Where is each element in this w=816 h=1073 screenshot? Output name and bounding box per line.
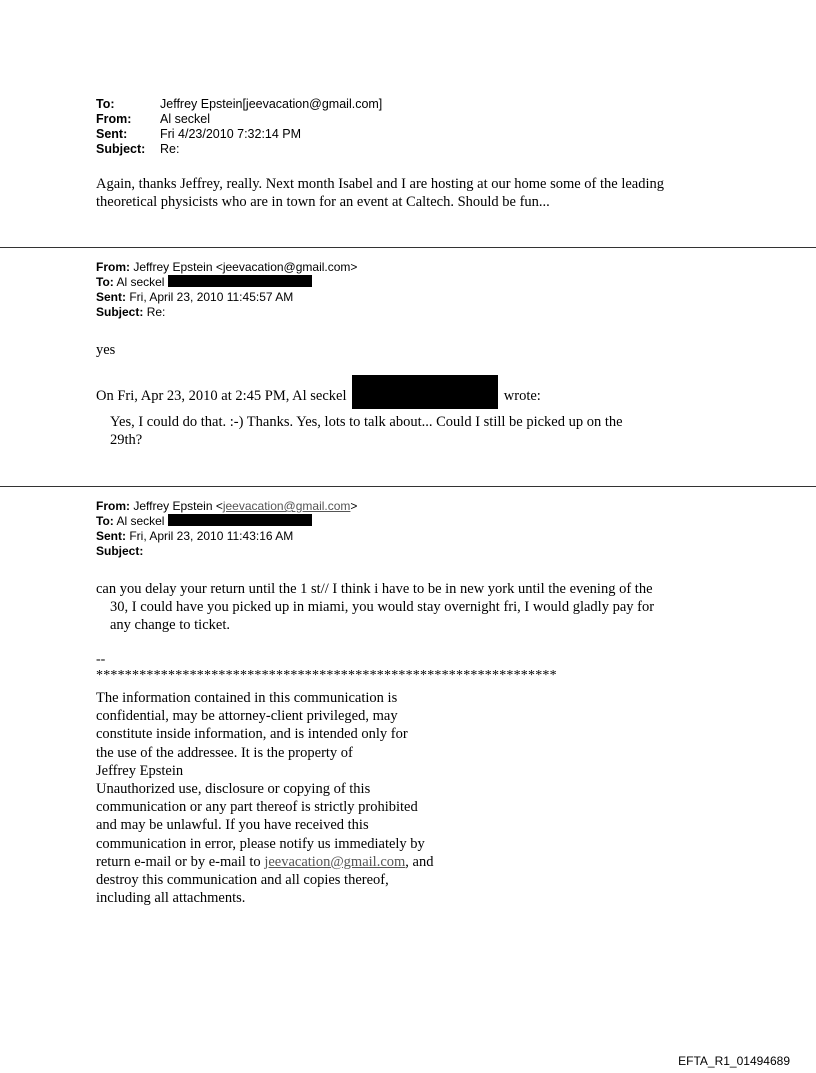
to-label: To:: [96, 514, 114, 528]
to-value: Al seckel: [116, 275, 165, 289]
quote-header: [96, 375, 541, 409]
disclaimer-line: and may be unlawful. If you have received this: [96, 817, 369, 834]
email-link[interactable]: jeevacation@gmail.com: [264, 853, 406, 870]
redaction-bar: [168, 275, 312, 287]
from-value: Al seckel: [160, 112, 211, 126]
disclaimer-line: communication in error, please notify us immediately by: [96, 835, 425, 852]
body-line: any change to ticket.: [110, 617, 230, 633]
divider: [0, 486, 816, 487]
subject-label: Subject:: [96, 305, 144, 319]
sent-label: Sent:: [96, 127, 128, 141]
disclaimer-line: confidential, may be attorney-client privileged, may: [96, 708, 398, 725]
to-value: Al seckel: [116, 514, 165, 528]
to-value: Jeffrey Epstein[jeevacation@gmail.com]: [160, 97, 383, 111]
disclaimer-text: return e-mail or by e-mail to: [96, 853, 265, 870]
quote-header-text: On Fri, Apr 23, 2010 at 2:45 PM, Al seckel: [96, 388, 347, 404]
disclaimer: [96, 689, 433, 907]
sig-stars: ****************************************************************: [96, 668, 557, 683]
from-label: From:: [96, 499, 130, 513]
redaction-bar: [168, 514, 312, 526]
email1-header: [96, 97, 382, 157]
body-line: 30, I could have you picked up in miami, you would stay overnight fri, I would gladly pay for: [110, 599, 655, 615]
quote-line: 29th?: [110, 432, 143, 448]
disclaimer-line: Unauthorized use, disclosure or copying of this: [96, 781, 371, 798]
disclaimer-line: Jeffrey Epstein: [96, 762, 184, 779]
sent-label: Sent:: [96, 290, 126, 304]
quote-line: Yes, I could do that. :-) Thanks. Yes, lots to talk about... Could I still be picked up on the: [110, 414, 623, 430]
disclaimer-lines: [96, 689, 433, 853]
email1-body: [96, 175, 664, 211]
from-label: From:: [96, 260, 130, 274]
from-label: From:: [96, 112, 132, 126]
subject-value: Re:: [160, 142, 180, 156]
to-label: To:: [96, 97, 115, 111]
sent-value: Fri 4/23/2010 7:32:14 PM: [160, 127, 302, 141]
sent-label: Sent:: [96, 529, 126, 543]
signature-separator: [96, 652, 557, 684]
quote-header-wrote: wrote:: [503, 388, 541, 404]
quoted-message: [110, 413, 623, 449]
from-prefix: Jeffrey Epstein <: [133, 499, 223, 513]
disclaimer-line: destroy this communication and all copies thereof,: [96, 872, 389, 889]
body-line: Again, thanks Jeffrey, really. Next month Isabel and I are hosting at our home some of the leading: [96, 176, 665, 192]
subject-label: Subject:: [96, 142, 146, 156]
sent-value: Fri, April 23, 2010 11:43:16 AM: [129, 529, 294, 543]
email2-header: [96, 260, 357, 320]
email-link[interactable]: jeevacation@gmail.com: [222, 499, 351, 513]
from-suffix: >: [350, 499, 358, 513]
disclaimer-line: constitute inside information, and is intended only for: [96, 726, 408, 743]
document-id: EFTA_R1_01494689: [678, 1054, 790, 1068]
to-label: To:: [96, 275, 114, 289]
disclaimer-text: , and: [405, 853, 434, 870]
from-value: Jeffrey Epstein <jeevacation@gmail.com>: [133, 260, 358, 274]
disclaimer-line: [96, 853, 433, 871]
divider: [0, 247, 816, 248]
email3-body: [96, 580, 654, 634]
disclaimer-line: communication or any part thereof is strictly prohibited: [96, 799, 418, 816]
sent-value: Fri, April 23, 2010 11:45:57 AM: [129, 290, 294, 304]
subject-label: Subject:: [96, 544, 144, 558]
sig-dash: --: [96, 652, 106, 667]
disclaimer-line: The information contained in this communication is: [96, 690, 398, 706]
disclaimer-line: the use of the addressee. It is the property of: [96, 744, 353, 761]
email2-body: yes: [96, 342, 116, 358]
redaction-bar: [352, 375, 498, 409]
subject-value: Re:: [146, 305, 166, 319]
email3-header: [96, 499, 357, 559]
body-line: can you delay your return until the 1 st// I think i have to be in new york until the evening of the: [96, 581, 653, 597]
body-line: theoretical physicists who are in town for an event at Caltech. Should be fun...: [96, 194, 550, 210]
disclaimer-line: including all attachments.: [96, 890, 246, 907]
